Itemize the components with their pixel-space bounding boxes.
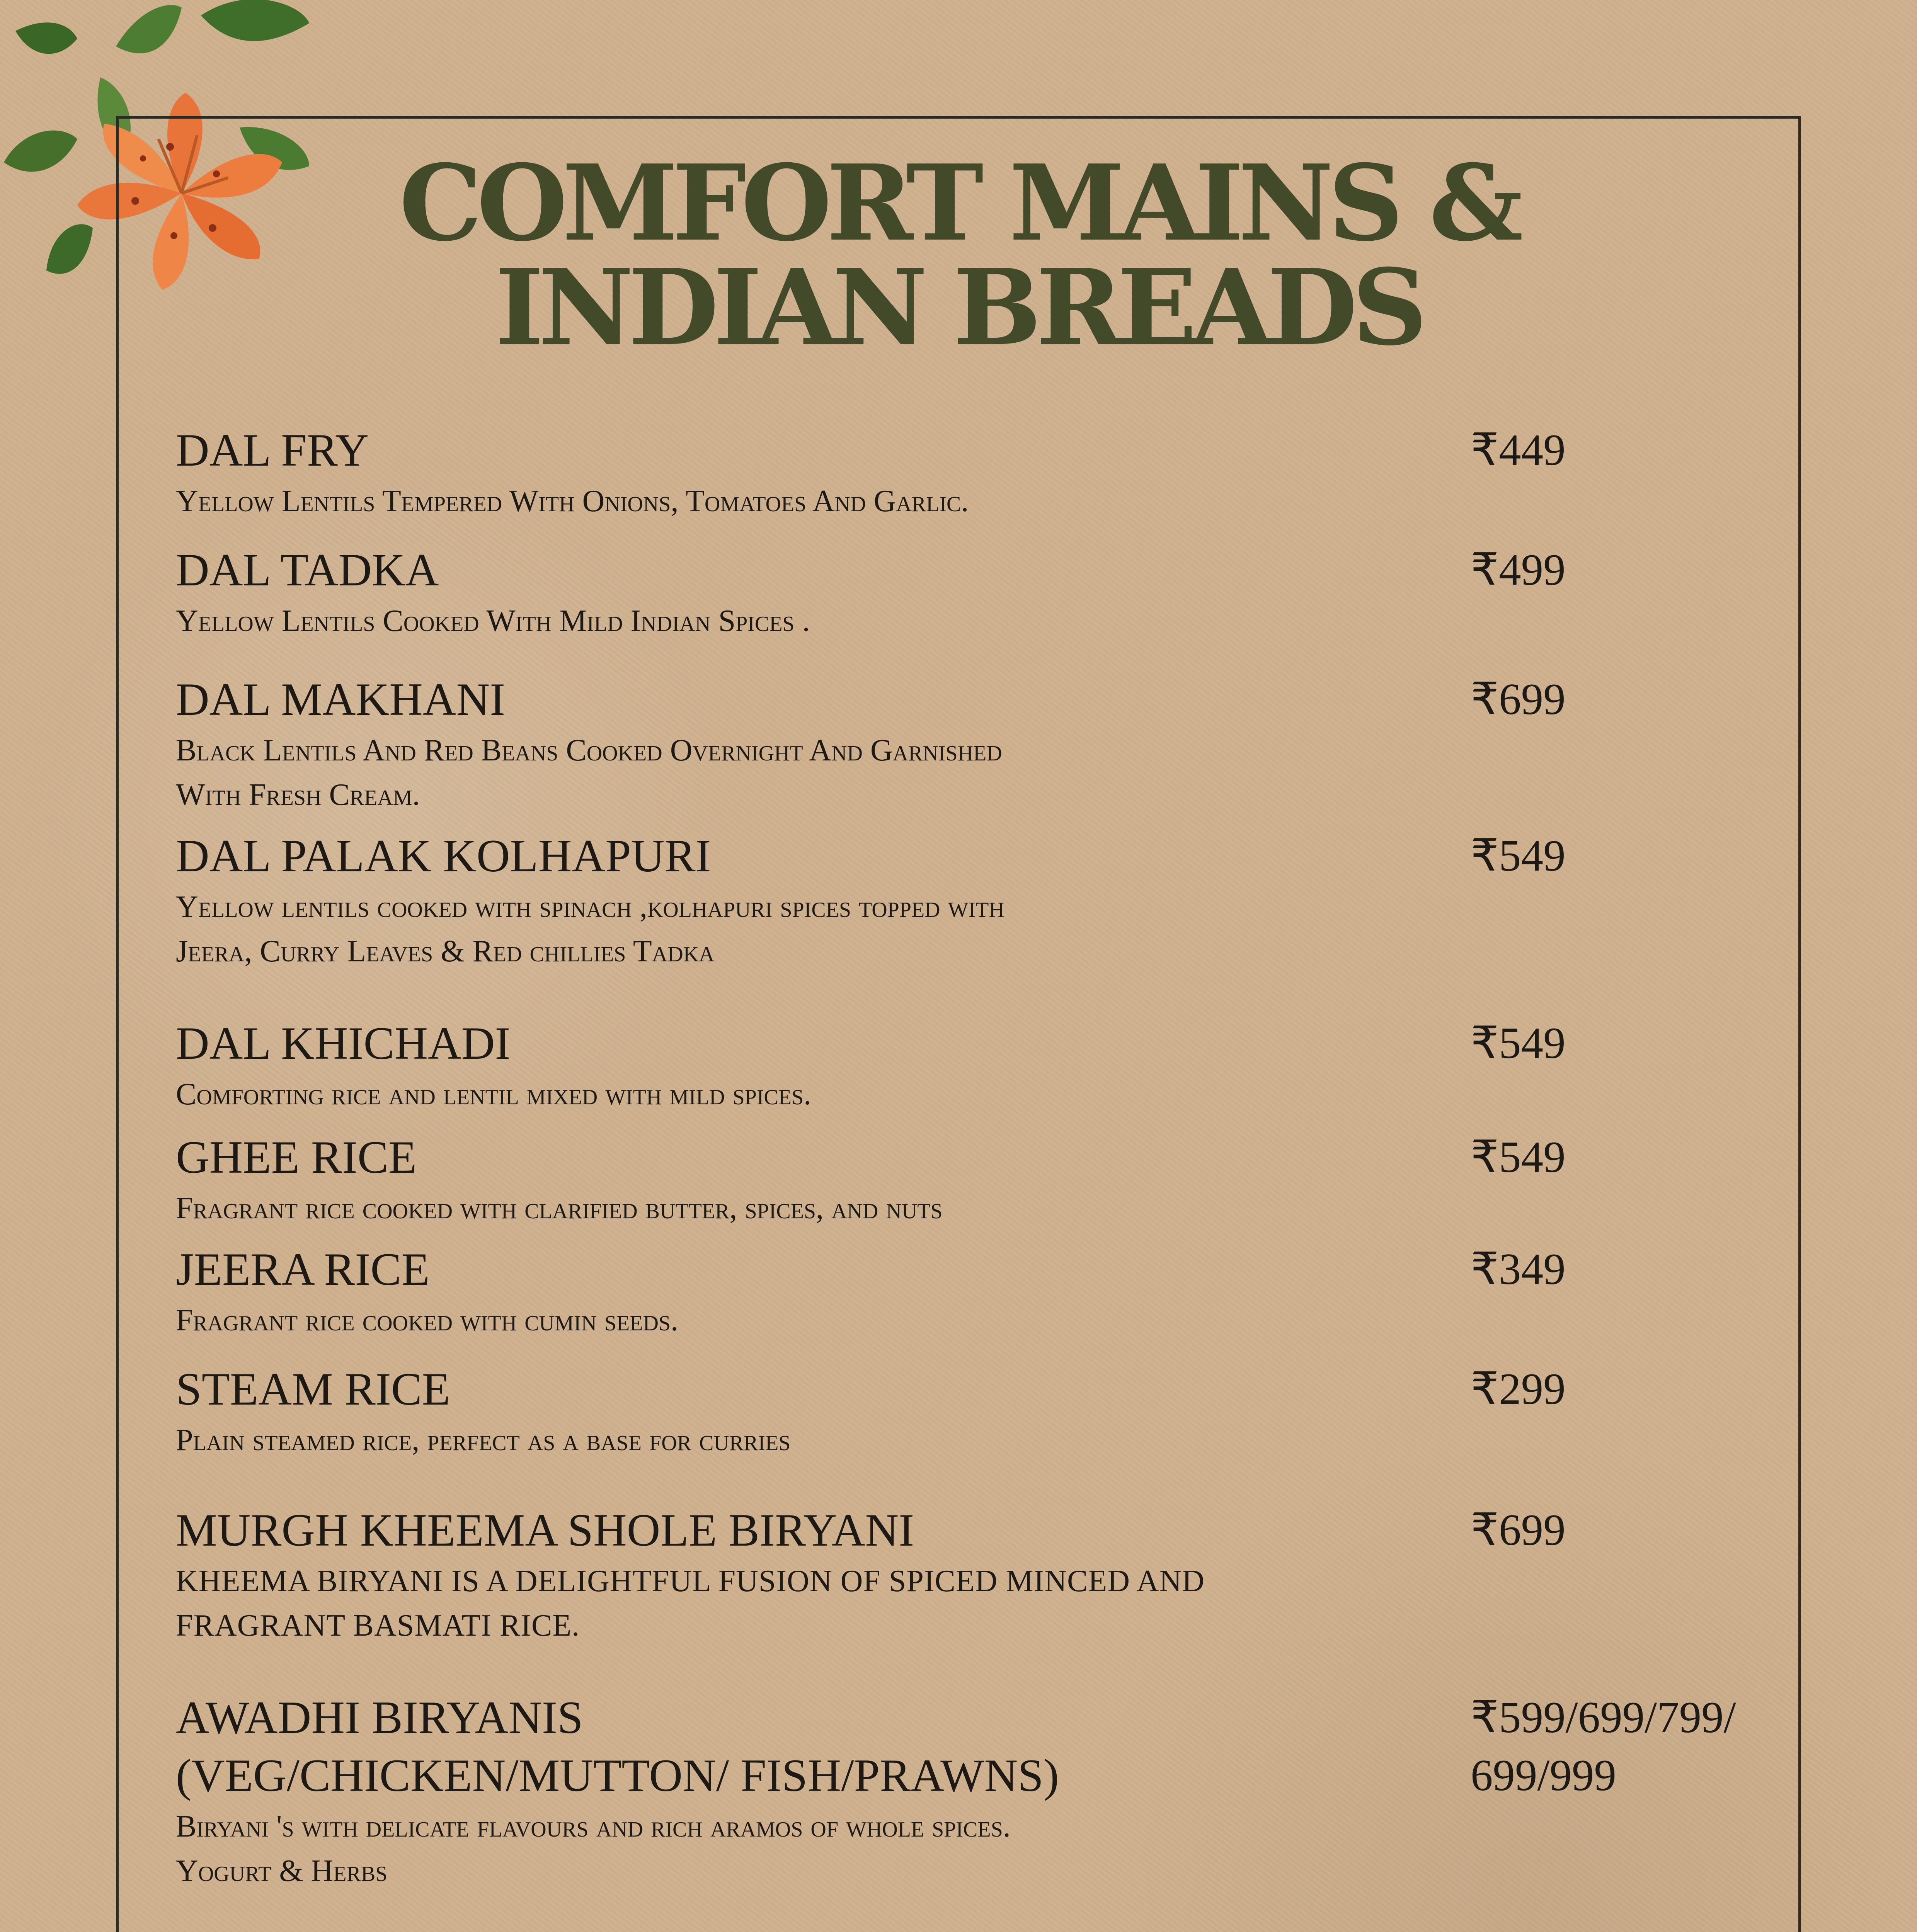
item-description: Yellow Lentils Cooked With Mild Indian Spices . [176, 604, 810, 638]
item-price: ₹349 [1471, 1245, 1566, 1294]
item-price: ₹499 [1471, 545, 1566, 594]
item-description: KHEEMA BIRYANI IS A DELIGHTFUL FUSION OF SPICED MINCED AND FRAGRANT BASMATI RICE. [176, 1564, 1205, 1643]
item-price: ₹549 [1471, 1133, 1566, 1182]
item-description: Comforting rice and lentil mixed with mild spices. [176, 1077, 812, 1111]
item-price: ₹699 [1471, 1505, 1566, 1554]
item-description: Plain steamed rice, perfect as a base for curries [176, 1423, 791, 1457]
item-name: STEAM RICE [176, 1363, 451, 1415]
item-price-line-2: 699/999 [1471, 1751, 1616, 1800]
item-description: Yellow Lentils Tempered With Onions, Tomatoes And Garlic. [176, 484, 969, 518]
item-price: ₹599/699/799/ [1471, 1693, 1736, 1742]
item-price: ₹299 [1471, 1364, 1566, 1413]
item-name: DAL MAKHANI [176, 673, 506, 725]
item-description: Fragrant rice cooked with clarified butter, spices, and nuts [176, 1191, 943, 1225]
item-description: Black Lentils And Red Beans Cooked Overnight And Garnished With Fresh Cream. [176, 733, 1002, 812]
item-name: JEERA RICE [176, 1243, 430, 1295]
item-price: ₹549 [1471, 1019, 1566, 1068]
item-description: Fragrant rice cooked with cumin seeds. [176, 1303, 679, 1337]
item-name: MURGH KHEEMA SHOLE BIRYANI [176, 1504, 914, 1556]
item-name: DAL KHICHADI [176, 1017, 511, 1069]
item-name: DAL PALAK KOLHAPURI [176, 830, 711, 881]
item-name: DAL FRY [176, 424, 369, 476]
item-price: ₹549 [1471, 831, 1566, 880]
menu-title-line-1: COMFORT MAINS & [399, 141, 1518, 264]
item-price: ₹699 [1471, 675, 1566, 724]
item-description: Yellow lentils cooked with spinach ,kolhapuri spices topped with Jeera, Curry Leaves & Red chillies Tadka [176, 890, 1004, 968]
item-name: AWADHI BIRYANIS [176, 1692, 583, 1743]
item-name: DAL TADKA [176, 544, 439, 595]
item-price: ₹449 [1471, 425, 1566, 474]
item-name-variants: (VEG/CHICKEN/MUTTON/ FISH/PRAWNS) [176, 1750, 1059, 1801]
item-name: GHEE RICE [176, 1131, 417, 1183]
menu-title-line-2: INDIAN BREADS [495, 246, 1422, 369]
item-description: Biryani 's with delicate flavours and rich aramos of whole spices. Yogurt & Herbs [176, 1810, 1011, 1888]
